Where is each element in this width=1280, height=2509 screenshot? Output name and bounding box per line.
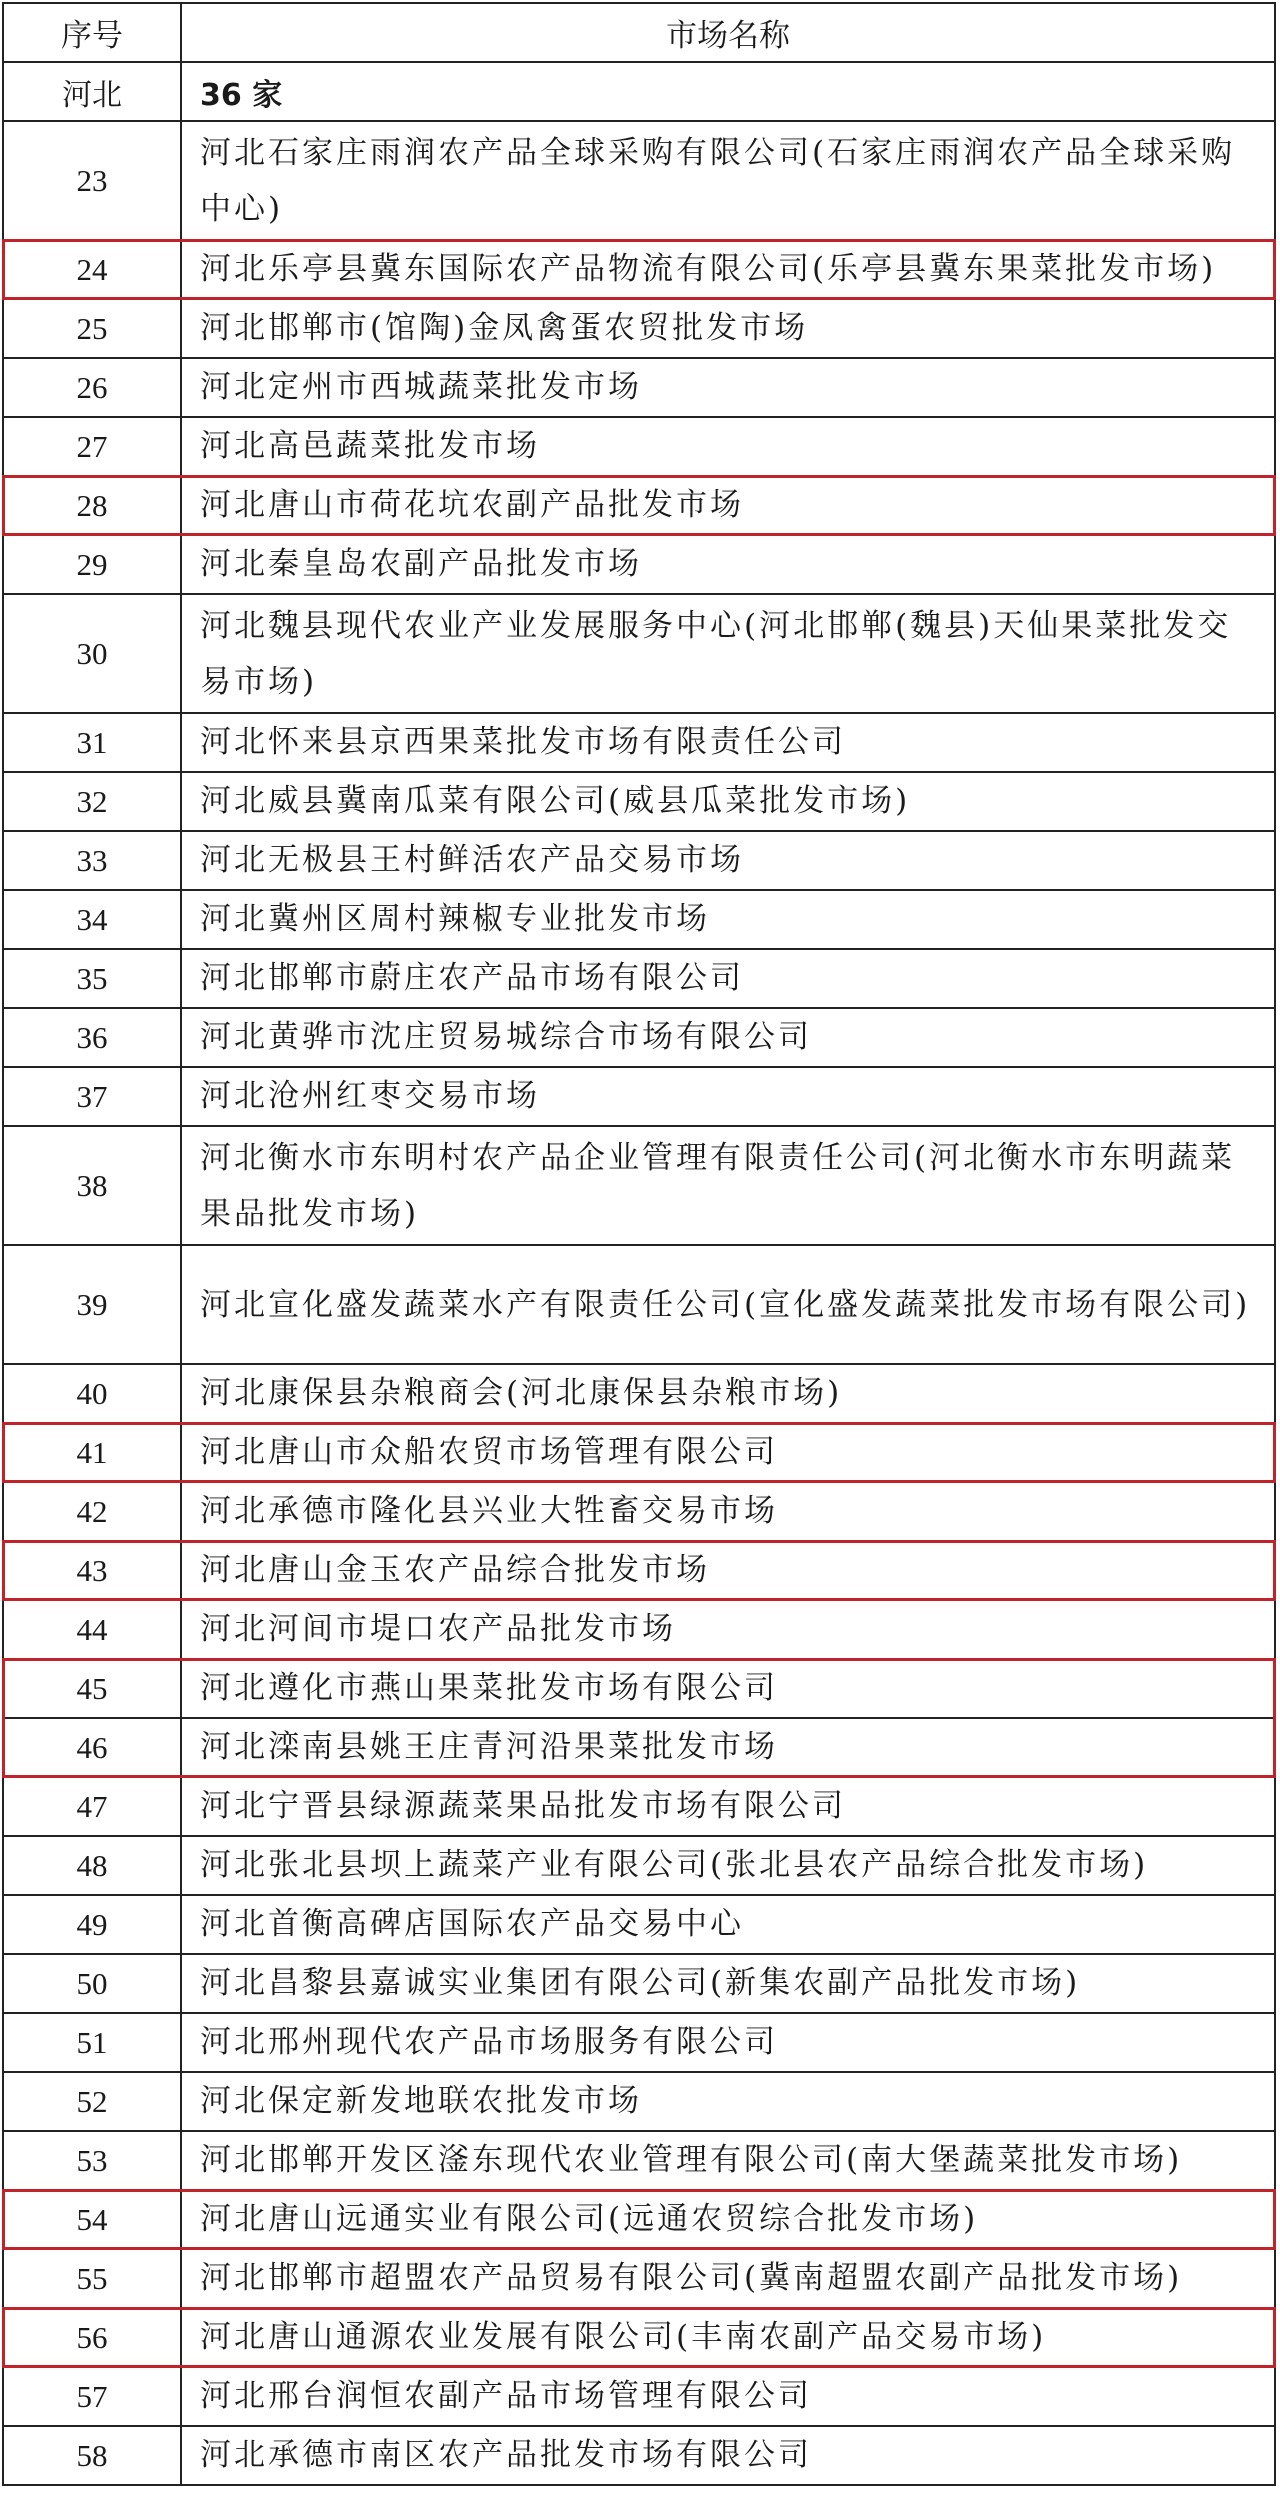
- table-row: [3, 594, 1275, 713]
- market-name-cell: [181, 476, 1275, 535]
- market-name-cell: [181, 1067, 1275, 1126]
- table-row: [3, 2013, 1275, 2072]
- market-name-cell: [181, 1126, 1275, 1245]
- table-row: [3, 772, 1275, 831]
- market-name: 河北黄骅市沈庄贸易城综合市场有限公司: [200, 1019, 812, 1055]
- market-name-cell: [181, 2013, 1275, 2072]
- row-index: 38: [3, 1126, 181, 1245]
- table-row: [3, 1126, 1275, 1245]
- market-name-cell: [181, 831, 1275, 890]
- market-name-cell: [181, 713, 1275, 772]
- row-index: 41: [3, 1423, 181, 1482]
- market-name: 河北怀来县京西果菜批发市场有限责任公司: [200, 724, 846, 760]
- row-index: 24: [3, 240, 181, 299]
- table-row: [3, 713, 1275, 772]
- table-row: [3, 890, 1275, 949]
- market-name: 河北宁晋县绿源蔬菜果品批发市场有限公司: [200, 1788, 846, 1824]
- market-name-cell: [181, 949, 1275, 1008]
- table-row: [3, 240, 1275, 299]
- region-name: 河北: [3, 62, 181, 121]
- market-name-cell: [181, 890, 1275, 949]
- region-row: [3, 62, 1275, 121]
- market-table: [2, 2, 1276, 2486]
- row-index: 35: [3, 949, 181, 1008]
- row-index: 46: [3, 1718, 181, 1777]
- table-row: [3, 2367, 1275, 2426]
- table-row: [3, 1482, 1275, 1541]
- market-name-cell: [181, 1600, 1275, 1659]
- table-row: [3, 2131, 1275, 2190]
- table-row: [3, 1541, 1275, 1600]
- market-name: 河北唐山市众船农贸市场管理有限公司: [200, 1434, 778, 1470]
- market-name: 河北承德市南区农产品批发市场有限公司: [200, 2437, 812, 2473]
- market-name-cell: [181, 1008, 1275, 1067]
- market-name: 河北邯郸市超盟农产品贸易有限公司(冀南超盟农副产品批发市场): [200, 2260, 1183, 2296]
- market-name-cell: [181, 1836, 1275, 1895]
- table-row: [3, 1008, 1275, 1067]
- table-row: [3, 1836, 1275, 1895]
- market-name: 河北乐亭县冀东国际农产品物流有限公司(乐亭县冀东果菜批发市场): [200, 251, 1217, 287]
- table-row: [3, 121, 1275, 240]
- table-row: [3, 1067, 1275, 1126]
- row-index: 34: [3, 890, 181, 949]
- market-name: 河北冀州区周村辣椒专业批发市场: [200, 901, 710, 937]
- table-row: [3, 1423, 1275, 1482]
- table-row: [3, 949, 1275, 1008]
- table-row: [3, 1245, 1275, 1364]
- row-index: 50: [3, 1954, 181, 2013]
- row-index: 48: [3, 1836, 181, 1895]
- market-name: 河北沧州红枣交易市场: [200, 1078, 540, 1114]
- market-name-cell: [181, 1541, 1275, 1600]
- row-index: 37: [3, 1067, 181, 1126]
- table-row: [3, 1777, 1275, 1836]
- row-index: 33: [3, 831, 181, 890]
- market-name-cell: [181, 594, 1275, 713]
- table-row: [3, 2072, 1275, 2131]
- table-row: [3, 417, 1275, 476]
- table-row: [3, 1718, 1275, 1777]
- market-name-cell: [181, 1777, 1275, 1836]
- market-name: 河北康保县杂粮商会(河北康保县杂粮市场): [200, 1375, 843, 1411]
- row-index: 42: [3, 1482, 181, 1541]
- market-name-cell: [181, 2249, 1275, 2308]
- market-name-cell: [181, 2131, 1275, 2190]
- market-name: 河北宣化盛发蔬菜水产有限责任公司(宣化盛发蔬菜批发市场有限公司): [200, 1286, 1251, 1323]
- market-name: 河北唐山通源农业发展有限公司(丰南农副产品交易市场): [200, 2319, 1047, 2355]
- market-name-cell: [181, 1718, 1275, 1777]
- row-index: 49: [3, 1895, 181, 1954]
- market-name-cell: [181, 1954, 1275, 2013]
- header-row: [3, 3, 1275, 62]
- row-index: 28: [3, 476, 181, 535]
- table-row: [3, 299, 1275, 358]
- market-name-cell: [181, 2426, 1275, 2485]
- row-index: 57: [3, 2367, 181, 2426]
- row-index: 23: [3, 121, 181, 240]
- row-index: 39: [3, 1245, 181, 1364]
- table-row: [3, 2308, 1275, 2367]
- market-name-cell: [181, 1659, 1275, 1718]
- row-index: 45: [3, 1659, 181, 1718]
- market-name-cell: [181, 121, 1275, 240]
- row-index: 51: [3, 2013, 181, 2072]
- market-name-cell: [181, 2367, 1275, 2426]
- market-name: 河北魏县现代农业产业发展服务中心(河北邯郸(魏县)天仙果菜批发交易市场): [200, 607, 1232, 700]
- market-name: 河北遵化市燕山果菜批发市场有限公司: [200, 1670, 778, 1706]
- table-row: [3, 2249, 1275, 2308]
- market-name-cell: [181, 772, 1275, 831]
- market-name: 河北高邑蔬菜批发市场: [200, 428, 540, 464]
- row-index: 53: [3, 2131, 181, 2190]
- market-name: 河北石家庄雨润农产品全球采购有限公司(石家庄雨润农产品全球采购中心): [200, 134, 1236, 227]
- market-name-cell: [181, 2072, 1275, 2131]
- market-name-cell: [181, 1423, 1275, 1482]
- row-index: 40: [3, 1364, 181, 1423]
- market-name-cell: [181, 299, 1275, 358]
- row-index: 26: [3, 358, 181, 417]
- table-row: [3, 1600, 1275, 1659]
- market-name: 河北秦皇岛农副产品批发市场: [200, 546, 642, 582]
- row-index: 43: [3, 1541, 181, 1600]
- market-name: 河北唐山市荷花坑农副产品批发市场: [200, 487, 744, 523]
- market-name: 河北无极县王村鲜活农产品交易市场: [200, 842, 744, 878]
- market-name: 河北邯郸市蔚庄农产品市场有限公司: [200, 960, 744, 996]
- table-row: [3, 2190, 1275, 2249]
- market-name-cell: [181, 1364, 1275, 1423]
- row-index: 36: [3, 1008, 181, 1067]
- market-name: 河北邯郸市(馆陶)金凤禽蛋农贸批发市场: [200, 310, 809, 346]
- row-index: 44: [3, 1600, 181, 1659]
- row-index: 25: [3, 299, 181, 358]
- market-name-cell: [181, 1482, 1275, 1541]
- market-name: 河北威县冀南瓜菜有限公司(威县瓜菜批发市场): [200, 783, 911, 819]
- table-row: [3, 535, 1275, 594]
- row-index: 47: [3, 1777, 181, 1836]
- row-index: 55: [3, 2249, 181, 2308]
- region-count: 36 家: [181, 62, 1275, 121]
- market-name: 河北保定新发地联农批发市场: [200, 2083, 642, 2119]
- row-index: 27: [3, 417, 181, 476]
- table-row: [3, 2426, 1275, 2485]
- table-row: [3, 1364, 1275, 1423]
- table-row: [3, 1895, 1275, 1954]
- header-name: 市场名称: [181, 3, 1275, 62]
- market-name-cell: [181, 240, 1275, 299]
- market-name: 河北定州市西城蔬菜批发市场: [200, 369, 642, 405]
- table-body: [3, 62, 1275, 2485]
- market-name-cell: [181, 1245, 1275, 1364]
- market-name: 河北承德市隆化县兴业大牲畜交易市场: [200, 1493, 778, 1529]
- market-name: 河北邯郸开发区滏东现代农业管理有限公司(南大堡蔬菜批发市场): [200, 2142, 1183, 2178]
- row-index: 56: [3, 2308, 181, 2367]
- market-name-cell: [181, 1895, 1275, 1954]
- table-row: [3, 831, 1275, 890]
- market-name: 河北首衡高碑店国际农产品交易中心: [200, 1906, 744, 1942]
- table-row: [3, 1954, 1275, 2013]
- row-index: 58: [3, 2426, 181, 2485]
- table-row: [3, 358, 1275, 417]
- market-name: 河北邢州现代农产品市场服务有限公司: [200, 2024, 778, 2060]
- market-name: 河北滦南县姚王庄青河沿果菜批发市场: [200, 1729, 778, 1765]
- market-name: 河北衡水市东明村农产品企业管理有限责任公司(河北衡水市东明蔬菜果品批发市场): [200, 1139, 1236, 1232]
- row-index: 30: [3, 594, 181, 713]
- header-index: 序号: [3, 3, 181, 62]
- market-name-cell: [181, 417, 1275, 476]
- market-name: 河北唐山金玉农产品综合批发市场: [200, 1552, 710, 1588]
- market-name-cell: [181, 2190, 1275, 2249]
- row-index: 32: [3, 772, 181, 831]
- market-name: 河北唐山远通实业有限公司(远通农贸综合批发市场): [200, 2201, 979, 2237]
- row-index: 52: [3, 2072, 181, 2131]
- market-name-cell: [181, 358, 1275, 417]
- market-name: 河北张北县坝上蔬菜产业有限公司(张北县农产品综合批发市场): [200, 1847, 1149, 1883]
- market-name: 河北昌黎县嘉诚实业集团有限公司(新集农副产品批发市场): [200, 1965, 1081, 2001]
- table-row: [3, 476, 1275, 535]
- row-index: 54: [3, 2190, 181, 2249]
- market-name-cell: [181, 2308, 1275, 2367]
- market-name-cell: [181, 535, 1275, 594]
- market-name: 河北邢台润恒农副产品市场管理有限公司: [200, 2378, 812, 2414]
- table-row: [3, 1659, 1275, 1718]
- row-index: 29: [3, 535, 181, 594]
- row-index: 31: [3, 713, 181, 772]
- market-name: 河北河间市堤口农产品批发市场: [200, 1611, 676, 1647]
